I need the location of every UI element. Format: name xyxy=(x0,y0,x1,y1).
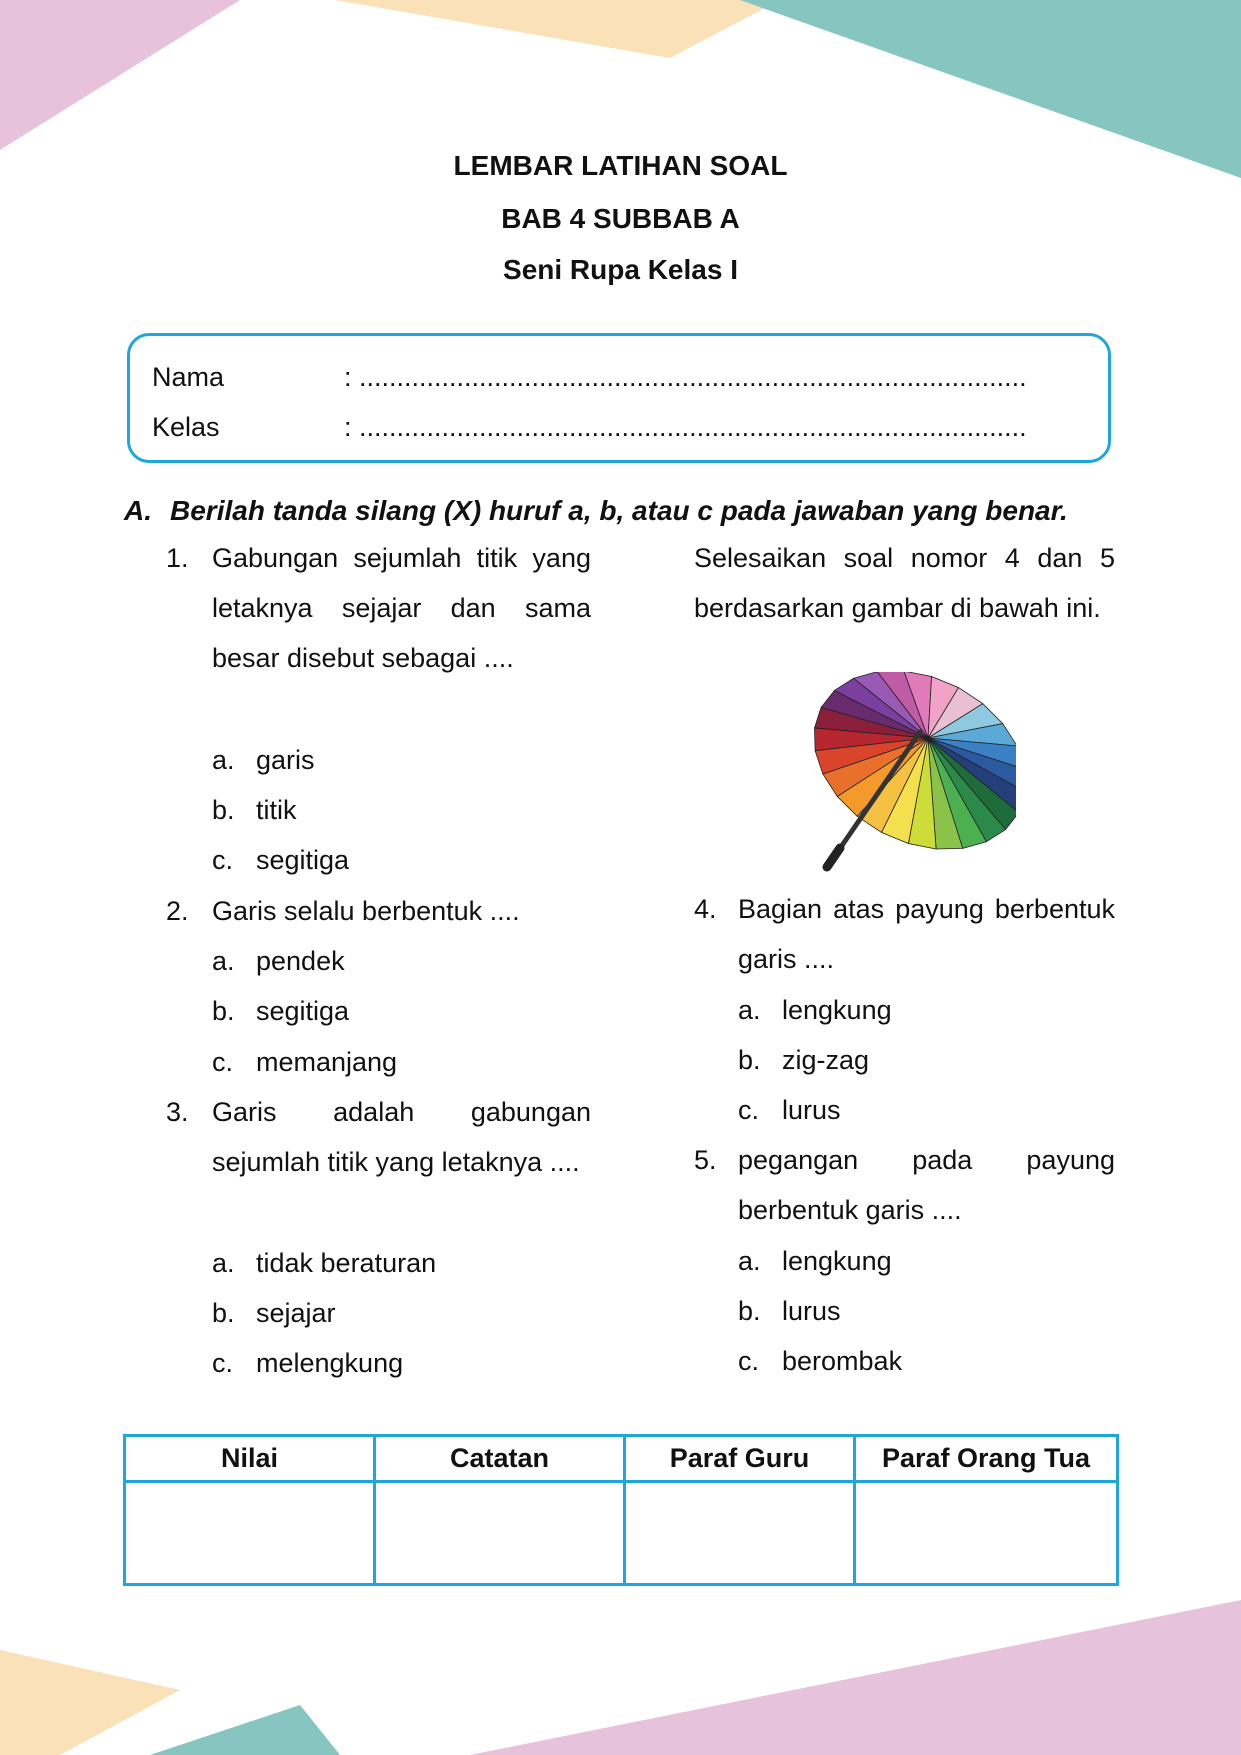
question-1 xyxy=(166,533,591,733)
identity-box xyxy=(127,333,1111,463)
nilai-cell[interactable] xyxy=(125,1482,375,1585)
paraf-orang-tua-cell[interactable] xyxy=(855,1482,1118,1585)
subject-subtitle: Seni Rupa Kelas I xyxy=(503,254,738,285)
image-instruction: Selesaikan soal nomor 4 dan 5 berdasarkan gambar di bawah ini. xyxy=(694,543,1115,623)
header-nilai: Nilai xyxy=(125,1436,375,1482)
name-label: Nama xyxy=(152,362,225,392)
question-3 xyxy=(166,1087,591,1237)
question-2 xyxy=(166,886,591,936)
worksheet-title: LEMBAR LATIHAN SOAL xyxy=(453,150,788,181)
section-letter: A. xyxy=(124,495,152,526)
score-table-header xyxy=(125,1436,1118,1482)
catatan-cell[interactable] xyxy=(375,1482,625,1585)
question-4 xyxy=(694,884,1115,984)
score-table-row xyxy=(125,1482,1118,1585)
score-table xyxy=(123,1434,1119,1586)
umbrella-image xyxy=(780,672,1016,872)
question-text: Garis adalah gabungan sejumlah titik yang letaknya .... xyxy=(212,1097,591,1177)
question-text: pegangan pada payung berbentuk garis .... xyxy=(738,1145,1115,1225)
question-text: Garis selalu berbentuk .... xyxy=(212,896,520,926)
question-number: 5. xyxy=(694,1145,717,1175)
question-number: 2. xyxy=(166,896,189,926)
class-fill-line[interactable]: : ......................................................................................... xyxy=(344,412,1027,442)
question-number: 4. xyxy=(694,894,717,924)
question-5 xyxy=(694,1135,1115,1235)
header-catatan: Catatan xyxy=(375,1436,625,1482)
question-number: 3. xyxy=(166,1097,189,1127)
question-text: Bagian atas payung berbentuk garis .... xyxy=(738,894,1115,974)
section-instruction xyxy=(124,495,1068,527)
class-label: Kelas xyxy=(152,412,220,442)
question-number: 1. xyxy=(166,543,189,573)
header-paraf-orang-tua: Paraf Orang Tua xyxy=(855,1436,1118,1482)
name-fill-line[interactable]: : ......................................................................................... xyxy=(344,362,1027,392)
instruction-text: Berilah tanda silang (X) huruf a, b, atau c pada jawaban yang benar. xyxy=(170,495,1068,526)
paraf-guru-cell[interactable] xyxy=(625,1482,855,1585)
chapter-subtitle: BAB 4 SUBBAB A xyxy=(501,203,740,234)
header-paraf-guru: Paraf Guru xyxy=(625,1436,855,1482)
question-text: Gabungan sejumlah titik yang letaknya sejajar dan sama besar disebut sebagai .... xyxy=(212,543,591,673)
